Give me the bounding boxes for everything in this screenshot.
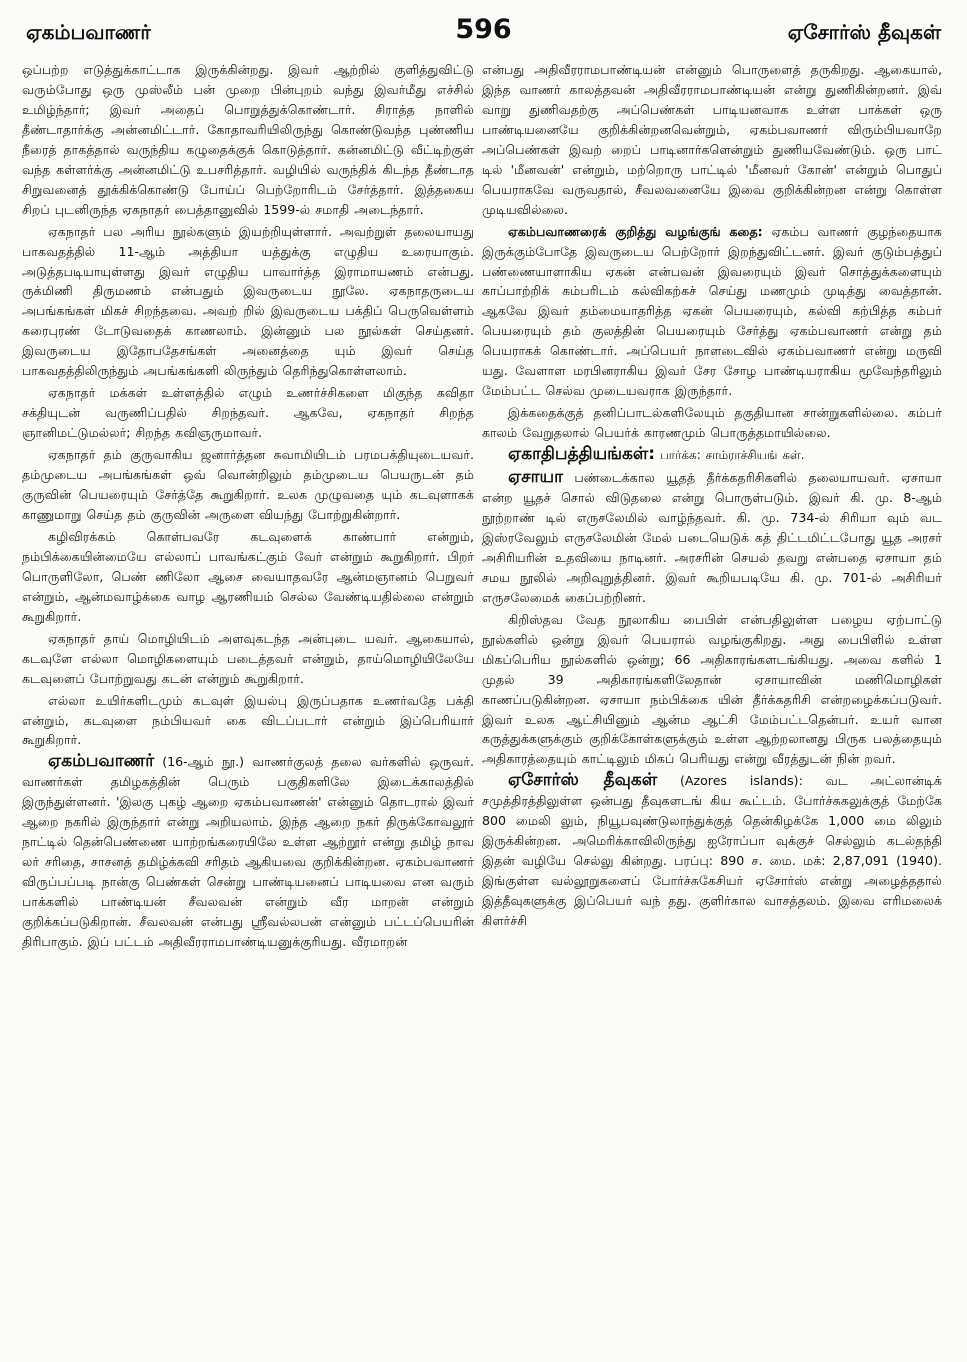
paragraph: ஏகநாதர் மக்கள் உள்ளத்தில் எழும் உணர்ச்சிகளை மிகுந்த கவிதா சக்தியுடன் வருணிப்பதில் சிறந்தவர். ஆகவே, ஏகநாதர் சிறந்த ஞானிமட்டுமல்லர்; சிறந்த கவிஞருமாவர்.: [22, 385, 474, 441]
right-column: [482, 60, 942, 1355]
entry-ekambavanar: [22, 752, 474, 952]
paragraph: கிறிஸ்தவ வேத நூலாகிய பைபிள் என்பதிலுள்ள பழைய ஏற்பாட்டு நூல்களில் ஒன்று இவர் பெயரால் வழங்குகிறது. அது பைபிளில் உள்ள மிகப்பெரிய நூல்களில் ஒன்று; 66 அதிகாரங்களடங்கியது. அவை களில் 1 முதல் 39 அதிகாரங்களிலேதான் ஏசாயாவின் மணிமொழிகள் காணப்படுகின்றன. ஏசாயா நம்பிக்கை யின் தீர்க்கதரிசி என்றழைக்கப்படுவர். இவர் உலக ஆட்சியினும் ஆன்ம ஆட்சி மேம்பட்டதென்பர். உயர் வான கருத்துக்களுக்கும் குறிக்கோள்களுக்கும் உள்ள ஆற்றலானது பிருக பலத்தையும் அதிகாரத்தையும் காட்டிலும் மிகப் பெரியது என்று வீரத்துடன் நின் றவர்.: [482, 611, 942, 767]
entry-headword: ஏகாதிபத்தியங்கள்:: [508, 444, 656, 465]
paragraph: என்பது அதிவீரராமபாண்டியன் என்னும் பொருளைத் தருகிறது. ஆகையால், இந்த வாணர் காலத்தவன் அதிவீரராமபாண்டியன் என்று துணிகின்றனர். இவ் வாறு துணிவதற்கு அப்பெண்கள் பாடியனவாக உள்ள பாக்கள் ஒரு பாண்டியனையே குறிக்கின்றனவென்றும், ஏகம்பவாணர் விரும்பியவாறே அப்பெண்கள் இவற் றைப் பாடினார்களென்றும் துணியவேண்டும். ஒரு பாட் டில் 'மீனவன்' என்றும், மற்றொரு பாட்டில் 'மீனவர் கோன்' என்றும் பொதுப் பெயராகவே வருவதால், சீவலவனையே இவை குறிக்கின்றன என்று கொள்ள முடியவில்லை.: [482, 62, 942, 217]
entry-body: (Azores islands): வட அட்லான்டிக் சமுத்திரத்திலுள்ள ஒன்பது தீவுகளடங் கிய கூட்டம். போர்ச்சுகலுக்குத் மேற்கே 800 மைலி லும், நியூபவுண்டுலாந்துக்குத் தென்கிழக்கே 1,000 மை லிலும் இருக்கின்றன. அமெரிக்காவிலிருந்து ஐரோப்பா வுக்குச் செல்லும் கடல்தந்தி இதன் வழியே செல்லு கின்றது. பரப்பு: 890 ச. மை. மக்: 2,87,091 (1940). இங்குள்ள வல்லூறுகளைப் போர்ச்சுகேசியர் ஏசோர்ஸ் என்று அழைத்ததால் இத்தீவுகளுக்கு இப்பெயர் வந் தது. குளிர்கால வாசத்தலம். இவை எரிமலைக் கிளர்ச்சி: [482, 773, 942, 929]
entry-ekathipathiyangal: [482, 445, 942, 466]
paragraph-body: ஏகம்ப வாணர் குழந்தையாக இருக்கும்போதே இவருடைய பெற்றோர் இறந்துவிட்டனர். இவர் குடும்பத்துப் பண்ணையாளாகிய ஏகன் என்பவன் இவரையும் இவர் சொத்துக்களையும் காப்பாற்றிக் கம்பரிடம் கல்விகற்கச் செய்து மணமும் முடித்து வைத்தான். ஆகவே இவர் தம்மையாதரித்த ஏகன் பெயரையும், கல்வி கற்பித்த கம்பர் பெயரையும் தம் குலத்தின் பெயரையும் சேர்த்து ஏகம்பவாணர் என்று தம் பெயராகக் கொண்டார். அப்பெயர் நாளடைவில் ஏகம்பவாணர் என்று மருவி யது. வேளாள மரபினராகிய இவர் சேர சோழ பாண்டியராகிய மூவேந்தரிலும் மேம்பட்ட செல்வ முடையவராக இருந்தார்.: [482, 223, 942, 399]
paragraph: [482, 222, 942, 402]
entry-headword: ஏசோர்ஸ் தீவுகள்: [508, 770, 658, 791]
page-header: [22, 14, 945, 54]
paragraph: இக்கதைக்குத் தனிப்பாடல்களிலேயும் தகுதியான சான்றுகளில்லை. கம்பர் காலம் வேறுதலால் பெயர்க் காரணமும் பொருத்தமாயில்லை.: [482, 405, 942, 441]
paragraph: எல்லா உயிர்களிடமும் கடவுள் இயல்பு இருப்பதாக உணர்வதே பக்தி என்றும், கடவுளை நம்பியவர் கை விடப்படார் என்றும் இப்பெரியார் கூறுகிறார்.: [22, 692, 474, 748]
entry-azores: [482, 771, 942, 931]
left-column: [22, 60, 474, 1355]
entry-headword: ஏகம்பவாணர்: [48, 751, 155, 772]
paragraph: ஏகநாதர் பல அரிய நூல்களும் இயற்றியுள்ளார். அவற்றுள் தலையாயது பாகவதத்தில் 11-ஆம் அத்தியா யத்துக்கு எழுதிய உரையாகும். அடுத்தபடியாயுள்ளது இவர் எழுதிய பாவார்த்த இராமாயணம் என்பது. ருக்மிணி திருமணம் என்பதும் இவருடைய நூலே. ஏகநாதருடைய அபங்கங்கள் மிகச் சிறந்தவை. அவற் றில் இவருடைய பக்திப் பெருவெள்ளம் கரைபுரண் டோடுவதைக் காணலாம். இன்னும் பல நூல்கள் செய்தனர். இவருடைய இதோபதேசங்கள் அனைத்தை யும் இவர் செய்த பாகவதத்திலிருந்தும் அபங்கங்களி லிருந்தும் தெரிந்துகொள்ளலாம்.: [22, 223, 474, 379]
running-head-left: ஏகம்பவாணர்: [26, 20, 151, 44]
entry-body: பண்டைக்கால யூதத் தீர்க்கதரிசிகளில் தலையாயவர். ஏசாயா என்ற யூதச் சொல் விடுதலை என்று பொருள்படும். இவர் கி. மு. 8-ஆம் நூற்றாண் டில் எருசலேமில் வாழ்ந்தவர். கி. மு. 734-ல் சிரியா வும் வட இஸ்ரவேலும் எருசலேமின் மேல் படையெடுக் கத் திட்டமிட்டபோது யூத அரசர் அசிரியரின் உதவியை நாடினர். அரசரின் செயல் தவறு என்பதை ஏசாயா தம் சமய நூலில் அறிவுறுத்தினர். இவர் கூறியபடியே கி. மு. 701-ல் அசிரியர் எருசலேமைக் கைப்பற்றினர்.: [482, 470, 942, 605]
paragraph: ஒப்பற்ற எடுத்துக்காட்டாக இருக்கின்றது. இவர் ஆற்றில் குளித்துவிட்டு வரும்போது ஒரு முஸ்லீம் பன் முறை பின்புறம் வந்து இவர்மீது எச்சில் உமிழ்ந்தார்; இவர் அதைப் பொறுத்துக்கொண்டார். சிராத்த நாளில் தீண்டாதார்க்கு அன்னமிட்டார். கோதாவரியிலிருந்து கொண்டுவந்த புண்ணிய நீரைத் தாகத்தால் வருந்திய கழுதைக்குக் கொடுத்தார். கன்னமிட்டு வீட்டிற்குள் வந்த கள்ளர்க்கு அன்னமிட்டு உபசரித்தார். வழியில் வருந்திக் கிடந்த தீண்டாத சிறுவனைத் தூக்கிக்கொண்டு போய்ப் பெற்றோரிடம் சேர்த்தார். இத்தகைய சிறப் புடனிருந்த ஏகநாதர் பைத்தானுவில் 1599-ல் சமாதி அடைந்தார்.: [22, 62, 474, 217]
section-lead: ஏகம்பவாணரைக் குறித்து வழங்குங் கதை:: [508, 223, 772, 239]
page-number: 596: [455, 14, 512, 45]
cross-reference: பார்க்க: சாம்ராச்சியங் கள்.: [655, 448, 805, 463]
entry-body: (16-ஆம் நூ.) வாணர்குலத் தலை வர்களில் ஒருவர். வாணர்கள் தமிழகத்தின் பெரும் பகுதிகளிலே இடைக்காலத்தில் இருந்துள்ளனர். 'இலகு புகழ் ஆறை ஏகம்பவாணன்' என்னும் தொடரால் இவர் ஆறை நகரில் இருந்தார் என்று அறியலாம். இந்த ஆறை நகர் திருக்கோவலூர் நாட்டில் தென்பெண்ணை யாற்றங்கரையிலே உள்ள ஆற்றூர் என்று தமிழ் நாவ லர் சரிதை, சாசனத் தமிழ்க்கவி சரிதம் ஆகியவை குறிக்கின்றன. ஏகம்பவாணர் விருப்பப்படி நான்கு பெண்கள் சென்று பாண்டியனைப் பாடியவை என வரும் பாக்களில் பாண்டியன் சீவலவன் என்றும் வீர மாறன் என்றும் குறிக்கப்படுகிறான். சீவலவன் என்பது ஸ்ரீவல்லபன் என்னும் பட்டப்பெயரின் திரிபாகும். இப் பட்டம் அதிவீரராமபாண்டியனுக்குரியது. வீரமாறன்: [22, 754, 474, 949]
paragraph: ஏகநாதர் தாய் மொழியிடம் அளவுகடந்த அன்புடை யவர். ஆகையால், கடவுளே எல்லா மொழிகளையும் படைத்தவர் என்றும், தாய்மொழியிலேயே கடவுளைப் போற்றுவது கடன் என்றும் கூறுகிறார்.: [22, 630, 474, 686]
entry-esaya: [482, 468, 942, 608]
running-head-right: ஏசோர்ஸ் தீவுகள்: [787, 20, 941, 44]
paragraph: கழிவிரக்கம் கொள்பவரே கடவுளைக் காண்பார் என்றும், நம்பிக்கையின்மையே எல்லாப் பாவங்கட்கும் வேர் என்றும் கூறுகிறார். பிறர் பொருளிலோ, பெண் ணிலோ ஆசை வையாதவரே ஆன்மஞானம் பெறுவர் என்றும், ஆன்மவாழ்க்கை வாழ ஆரணியம் செல்ல வேண்டியதில்லை என்றும் கூறுகிறார்.: [22, 528, 474, 624]
entry-headword: ஏசாயா: [508, 467, 563, 488]
paragraph: ஏகநாதர் தம் குருவாகிய ஜனார்த்தன சுவாமியிடம் பரமபக்தியுடையவர். தம்முடைய அபங்கங்கள் ஒவ் வொன்றிலும் தம்முடைய பெயருடன் தம் குருவின் பெயரையும் சேர்த்தே கூறுகிறார். உலக முழுவதை யும் கடவுளாகக் காணுமாறு செய்த தம் குருவின் அருளை வியந்து போற்றுகின்றார்.: [22, 447, 474, 522]
